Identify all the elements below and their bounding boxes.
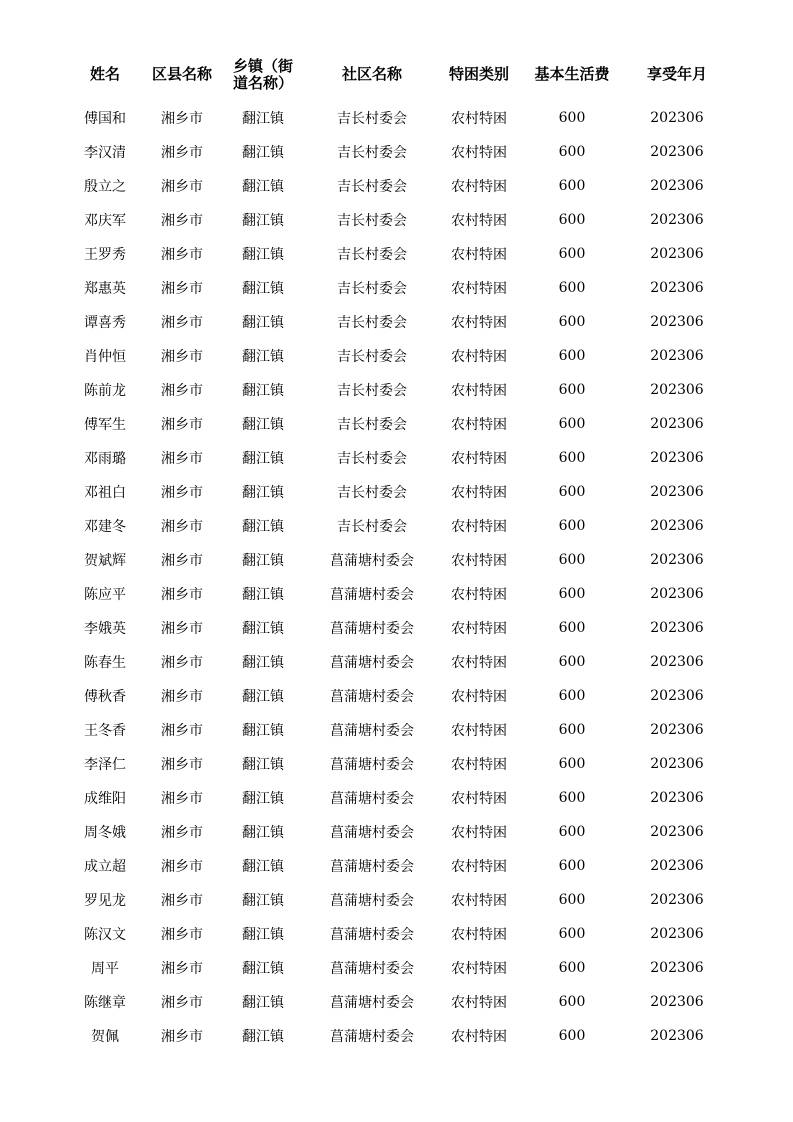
table-row — [68, 305, 728, 339]
cell-name: 成维阳 — [84, 791, 126, 807]
cell-county: 湘乡市 — [161, 791, 203, 807]
cell-town: 翻江镇 — [242, 145, 284, 161]
cell-town: 翻江镇 — [242, 1029, 284, 1045]
cell-town: 翻江镇 — [242, 179, 284, 195]
cell-town: 翻江镇 — [242, 893, 284, 909]
table-row — [68, 713, 728, 747]
cell-allowance: 600 — [558, 688, 586, 704]
table-row — [68, 475, 728, 509]
table-row — [68, 985, 728, 1019]
cell-category: 农村特困 — [451, 791, 507, 807]
cell-town: 翻江镇 — [242, 519, 284, 535]
table-row — [68, 815, 728, 849]
table-row — [68, 543, 728, 577]
cell-town: 翻江镇 — [242, 553, 284, 569]
cell-community: 菖蒲塘村委会 — [330, 859, 414, 875]
cell-name: 肖仲恒 — [84, 349, 126, 365]
cell-month: 202306 — [650, 178, 704, 194]
cell-town: 翻江镇 — [242, 451, 284, 467]
cell-town: 翻江镇 — [242, 417, 284, 433]
header-month: 享受年月 — [646, 65, 707, 83]
cell-name: 邓雨璐 — [84, 451, 126, 467]
cell-month: 202306 — [650, 654, 704, 670]
cell-month: 202306 — [650, 382, 704, 398]
cell-month: 202306 — [650, 212, 704, 228]
cell-county: 湘乡市 — [161, 145, 203, 161]
table-row — [68, 271, 728, 305]
cell-community: 菖蒲塘村委会 — [330, 825, 414, 841]
cell-county: 湘乡市 — [161, 757, 203, 773]
cell-county: 湘乡市 — [161, 519, 203, 535]
cell-name: 傅国和 — [84, 111, 126, 127]
cell-month: 202306 — [650, 484, 704, 500]
cell-category: 农村特困 — [451, 655, 507, 671]
cell-community: 菖蒲塘村委会 — [330, 587, 414, 603]
cell-county: 湘乡市 — [161, 859, 203, 875]
cell-county: 湘乡市 — [161, 315, 203, 331]
cell-category: 农村特困 — [451, 825, 507, 841]
cell-town: 翻江镇 — [242, 111, 284, 127]
cell-month: 202306 — [650, 994, 704, 1010]
cell-town: 翻江镇 — [242, 247, 284, 263]
cell-category: 农村特困 — [451, 621, 507, 637]
cell-allowance: 600 — [558, 790, 586, 806]
cell-category: 农村特困 — [451, 587, 507, 603]
cell-community: 吉长村委会 — [337, 485, 407, 501]
cell-name: 陈继章 — [84, 995, 126, 1011]
cell-community: 菖蒲塘村委会 — [330, 927, 414, 943]
cell-name: 李泽仁 — [84, 757, 126, 773]
cell-allowance: 600 — [558, 518, 586, 534]
cell-town: 翻江镇 — [242, 995, 284, 1011]
table-row — [68, 1019, 728, 1053]
table-row — [68, 373, 728, 407]
cell-category: 农村特困 — [451, 417, 507, 433]
table-row — [68, 97, 728, 135]
cell-month: 202306 — [650, 620, 704, 636]
cell-county: 湘乡市 — [161, 383, 203, 399]
cell-category: 农村特困 — [451, 247, 507, 263]
cell-category: 农村特困 — [451, 213, 507, 229]
cell-name: 陈汉文 — [84, 927, 126, 943]
cell-category: 农村特困 — [451, 893, 507, 909]
cell-category: 农村特困 — [451, 723, 507, 739]
cell-community: 菖蒲塘村委会 — [330, 621, 414, 637]
cell-community: 吉长村委会 — [337, 145, 407, 161]
cell-county: 湘乡市 — [161, 587, 203, 603]
cell-month: 202306 — [650, 926, 704, 942]
cell-month: 202306 — [650, 688, 704, 704]
cell-month: 202306 — [650, 858, 704, 874]
table-row — [68, 747, 728, 781]
cell-category: 农村特困 — [451, 145, 507, 161]
cell-category: 农村特困 — [451, 689, 507, 705]
cell-month: 202306 — [650, 960, 704, 976]
cell-town: 翻江镇 — [242, 383, 284, 399]
cell-county: 湘乡市 — [161, 893, 203, 909]
cell-month: 202306 — [650, 790, 704, 806]
cell-county: 湘乡市 — [161, 655, 203, 671]
document-sheet — [68, 52, 728, 1053]
cell-allowance: 600 — [558, 586, 586, 602]
cell-name: 邓祖白 — [84, 485, 126, 501]
table-row — [68, 917, 728, 951]
cell-town: 翻江镇 — [242, 213, 284, 229]
cell-county: 湘乡市 — [161, 1029, 203, 1045]
cell-county: 湘乡市 — [161, 961, 203, 977]
header-category: 特困类别 — [448, 65, 509, 83]
cell-town: 翻江镇 — [242, 689, 284, 705]
cell-allowance: 600 — [558, 824, 586, 840]
cell-month: 202306 — [650, 722, 704, 738]
cell-name: 谭喜秀 — [84, 315, 126, 331]
cell-month: 202306 — [650, 314, 704, 330]
cell-allowance: 600 — [558, 246, 586, 262]
cell-allowance: 600 — [558, 858, 586, 874]
cell-community: 吉长村委会 — [337, 247, 407, 263]
cell-county: 湘乡市 — [161, 247, 203, 263]
cell-category: 农村特困 — [451, 927, 507, 943]
table-row — [68, 849, 728, 883]
cell-month: 202306 — [650, 824, 704, 840]
cell-name: 殷立之 — [84, 179, 126, 195]
cell-county: 湘乡市 — [161, 451, 203, 467]
table-row — [68, 441, 728, 475]
table-row — [68, 951, 728, 985]
cell-category: 农村特困 — [451, 451, 507, 467]
cell-category: 农村特困 — [451, 995, 507, 1011]
cell-name: 傅军生 — [84, 417, 126, 433]
cell-month: 202306 — [650, 144, 704, 160]
recipient-table — [68, 52, 728, 1053]
cell-county: 湘乡市 — [161, 281, 203, 297]
cell-allowance: 600 — [558, 450, 586, 466]
cell-category: 农村特困 — [451, 859, 507, 875]
cell-month: 202306 — [650, 450, 704, 466]
cell-county: 湘乡市 — [161, 349, 203, 365]
cell-name: 王罗秀 — [84, 247, 126, 263]
cell-allowance: 600 — [558, 484, 586, 500]
cell-name: 陈春生 — [84, 655, 126, 671]
cell-category: 农村特困 — [451, 961, 507, 977]
cell-county: 湘乡市 — [161, 213, 203, 229]
table-row — [68, 339, 728, 373]
cell-name: 李娥英 — [84, 621, 126, 637]
header-town-label: 乡镇（街道名称） — [232, 56, 293, 92]
table-row — [68, 169, 728, 203]
cell-community: 吉长村委会 — [337, 519, 407, 535]
header-community: 社区名称 — [341, 65, 402, 83]
cell-town: 翻江镇 — [242, 723, 284, 739]
cell-allowance: 600 — [558, 280, 586, 296]
cell-county: 湘乡市 — [161, 621, 203, 637]
cell-month: 202306 — [650, 348, 704, 364]
cell-month: 202306 — [650, 552, 704, 568]
cell-community: 吉长村委会 — [337, 315, 407, 331]
cell-community: 吉长村委会 — [337, 281, 407, 297]
cell-allowance: 600 — [558, 654, 586, 670]
table-row — [68, 407, 728, 441]
cell-category: 农村特困 — [451, 315, 507, 331]
table-row — [68, 679, 728, 713]
cell-community: 菖蒲塘村委会 — [330, 757, 414, 773]
cell-allowance: 600 — [558, 960, 586, 976]
cell-town: 翻江镇 — [242, 825, 284, 841]
cell-name: 邓建冬 — [84, 519, 126, 535]
cell-county: 湘乡市 — [161, 825, 203, 841]
cell-allowance: 600 — [558, 110, 586, 126]
cell-name: 周冬娥 — [84, 825, 126, 841]
cell-town: 翻江镇 — [242, 961, 284, 977]
header-allowance: 基本生活费 — [534, 65, 610, 83]
cell-category: 农村特困 — [451, 553, 507, 569]
cell-county: 湘乡市 — [161, 995, 203, 1011]
table-row — [68, 781, 728, 815]
cell-town: 翻江镇 — [242, 621, 284, 637]
table-row — [68, 883, 728, 917]
cell-name: 傅秋香 — [84, 689, 126, 705]
table-row — [68, 577, 728, 611]
cell-category: 农村特困 — [451, 349, 507, 365]
cell-town: 翻江镇 — [242, 927, 284, 943]
cell-county: 湘乡市 — [161, 417, 203, 433]
cell-town: 翻江镇 — [242, 485, 284, 501]
cell-community: 菖蒲塘村委会 — [330, 655, 414, 671]
table-row — [68, 645, 728, 679]
cell-allowance: 600 — [558, 620, 586, 636]
cell-name: 贺佩 — [91, 1029, 119, 1045]
cell-community: 菖蒲塘村委会 — [330, 893, 414, 909]
cell-category: 农村特困 — [451, 1029, 507, 1045]
cell-category: 农村特困 — [451, 281, 507, 297]
cell-county: 湘乡市 — [161, 485, 203, 501]
cell-allowance: 600 — [558, 892, 586, 908]
table-header-row — [68, 52, 728, 97]
cell-allowance: 600 — [558, 348, 586, 364]
cell-name: 罗见龙 — [84, 893, 126, 909]
table-row — [68, 237, 728, 271]
cell-county: 湘乡市 — [161, 179, 203, 195]
cell-allowance: 600 — [558, 722, 586, 738]
cell-community: 菖蒲塘村委会 — [330, 791, 414, 807]
cell-name: 邓庆军 — [84, 213, 126, 229]
cell-category: 农村特困 — [451, 111, 507, 127]
cell-month: 202306 — [650, 246, 704, 262]
cell-month: 202306 — [650, 1028, 704, 1044]
cell-name: 王冬香 — [84, 723, 126, 739]
cell-month: 202306 — [650, 892, 704, 908]
cell-month: 202306 — [650, 756, 704, 772]
cell-category: 农村特困 — [451, 757, 507, 773]
cell-category: 农村特困 — [451, 383, 507, 399]
cell-month: 202306 — [650, 518, 704, 534]
cell-community: 吉长村委会 — [337, 111, 407, 127]
cell-name: 成立超 — [84, 859, 126, 875]
cell-name: 贺斌辉 — [84, 553, 126, 569]
cell-county: 湘乡市 — [161, 689, 203, 705]
cell-community: 吉长村委会 — [337, 179, 407, 195]
cell-community: 吉长村委会 — [337, 349, 407, 365]
table-body — [68, 97, 728, 1053]
cell-town: 翻江镇 — [242, 349, 284, 365]
cell-community: 吉长村委会 — [337, 451, 407, 467]
cell-community: 菖蒲塘村委会 — [330, 723, 414, 739]
cell-category: 农村特困 — [451, 485, 507, 501]
cell-community: 菖蒲塘村委会 — [330, 689, 414, 705]
cell-allowance: 600 — [558, 1028, 586, 1044]
cell-community: 菖蒲塘村委会 — [330, 995, 414, 1011]
cell-allowance: 600 — [558, 552, 586, 568]
cell-name: 陈前龙 — [84, 383, 126, 399]
cell-allowance: 600 — [558, 756, 586, 772]
table-row — [68, 203, 728, 237]
cell-town: 翻江镇 — [242, 859, 284, 875]
cell-category: 农村特困 — [451, 179, 507, 195]
cell-name: 周平 — [91, 961, 119, 977]
cell-name: 李汉清 — [84, 145, 126, 161]
cell-category: 农村特困 — [451, 519, 507, 535]
cell-month: 202306 — [650, 280, 704, 296]
cell-town: 翻江镇 — [242, 587, 284, 603]
cell-name: 陈应平 — [84, 587, 126, 603]
cell-allowance: 600 — [558, 994, 586, 1010]
cell-town: 翻江镇 — [242, 791, 284, 807]
cell-name: 郑惠英 — [84, 281, 126, 297]
cell-community: 吉长村委会 — [337, 417, 407, 433]
cell-allowance: 600 — [558, 416, 586, 432]
cell-town: 翻江镇 — [242, 655, 284, 671]
header-town — [222, 52, 304, 97]
cell-month: 202306 — [650, 416, 704, 432]
cell-allowance: 600 — [558, 926, 586, 942]
cell-county: 湘乡市 — [161, 111, 203, 127]
header-county: 区县名称 — [151, 65, 212, 83]
cell-allowance: 600 — [558, 178, 586, 194]
cell-month: 202306 — [650, 586, 704, 602]
cell-allowance: 600 — [558, 382, 586, 398]
cell-month: 202306 — [650, 110, 704, 126]
cell-community: 吉长村委会 — [337, 383, 407, 399]
cell-allowance: 600 — [558, 144, 586, 160]
table-row — [68, 611, 728, 645]
header-name: 姓名 — [89, 65, 120, 83]
cell-community: 菖蒲塘村委会 — [330, 553, 414, 569]
cell-county: 湘乡市 — [161, 927, 203, 943]
cell-community: 菖蒲塘村委会 — [330, 961, 414, 977]
table-row — [68, 135, 728, 169]
cell-town: 翻江镇 — [242, 281, 284, 297]
table-row — [68, 509, 728, 543]
cell-allowance: 600 — [558, 314, 586, 330]
cell-community: 吉长村委会 — [337, 213, 407, 229]
cell-county: 湘乡市 — [161, 723, 203, 739]
cell-town: 翻江镇 — [242, 315, 284, 331]
cell-county: 湘乡市 — [161, 553, 203, 569]
cell-allowance: 600 — [558, 212, 586, 228]
cell-town: 翻江镇 — [242, 757, 284, 773]
cell-community: 菖蒲塘村委会 — [330, 1029, 414, 1045]
